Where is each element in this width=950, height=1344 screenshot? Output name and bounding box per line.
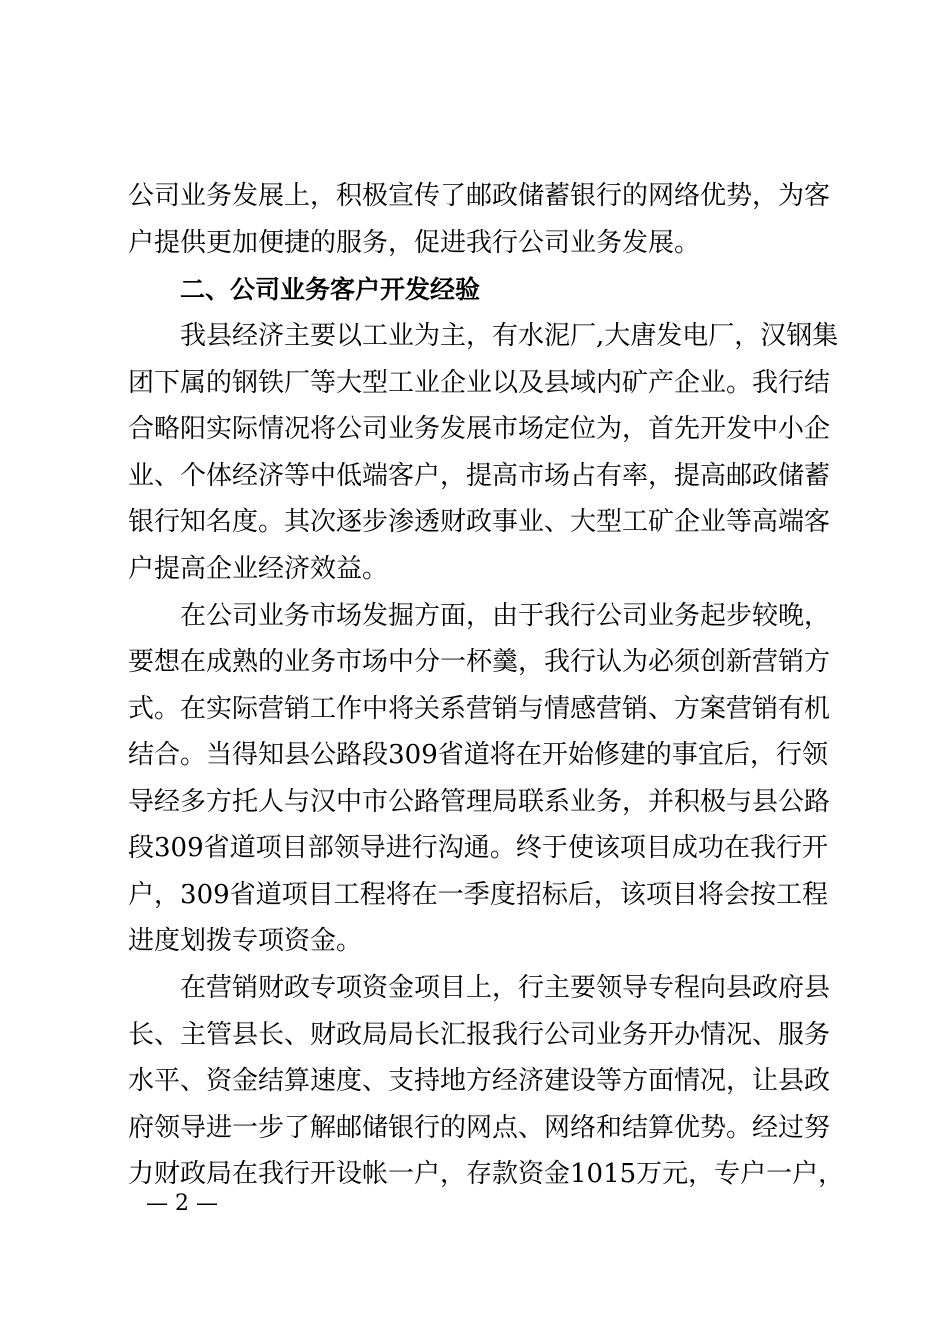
text-line: 我县经济主要以工业为主，有水泥厂,大唐发电厂，汉钢集	[180, 321, 839, 351]
text-line: 力财政局在我行开设帐一户，存款资金1015万元，专户一户，	[128, 1159, 845, 1189]
text-line: 长、主管县长、财政局局长汇报我行公司业务开办情况、服务	[128, 1020, 831, 1050]
text-line: 结合。当得知县公路段309省道将在开始修建的事宜后，行领	[128, 740, 828, 770]
text-line: 水平、资金结算速度、支持地方经济建设等方面情况，让县政	[128, 1066, 831, 1096]
text-line: 户提高企业经济效益。	[128, 554, 389, 584]
text-line: 在公司业务市场发掘方面，由于我行公司业务起步较晚，	[180, 601, 831, 631]
text-line: 导经多方托人与汉中市公路管理局联系业务，并积极与县公路	[128, 787, 831, 817]
text-line: 府领导进一步了解邮储银行的网点、网络和结算优势。经过努	[128, 1113, 831, 1143]
text-line: 银行知名度。其次逐步渗透财政事业、大型工矿企业等高端客	[128, 507, 831, 537]
text-line: 户提供更加便捷的服务，促进我行公司业务发展。	[128, 228, 701, 258]
text-line: 段309省道项目部领导进行沟通。终于使该项目成功在我行开	[128, 833, 828, 863]
text-line: 团下属的钢铁厂等大型工业企业以及县域内矿产企业。我行结	[128, 368, 831, 398]
text-line: 合略阳实际情况将公司业务发展市场定位为，首先开发中小企	[128, 414, 831, 444]
section-heading: 二、公司业务客户开发经验	[180, 275, 481, 304]
text-line: 户，309省道项目工程将在一季度招标后，该项目将会按工程	[128, 880, 828, 910]
text-line: 进度划拨专项资金。	[128, 926, 363, 956]
text-line: 在营销财政专项资金项目上，行主要领导专程向县政府县	[180, 973, 831, 1003]
text-line: 业、个体经济等中低端客户，提高市场占有率，提高邮政储蓄	[128, 461, 831, 491]
text-line: 公司业务发展上，积极宣传了邮政储蓄银行的网络优势，为客	[128, 181, 831, 211]
page-number: — 2 —	[146, 1191, 218, 1216]
text-line: 式。在实际营销工作中将关系营销与情感营销、方案营销有机	[128, 694, 831, 724]
text-line: 要想在成熟的业务市场中分一杯羹，我行认为必须创新营销方	[128, 647, 831, 677]
